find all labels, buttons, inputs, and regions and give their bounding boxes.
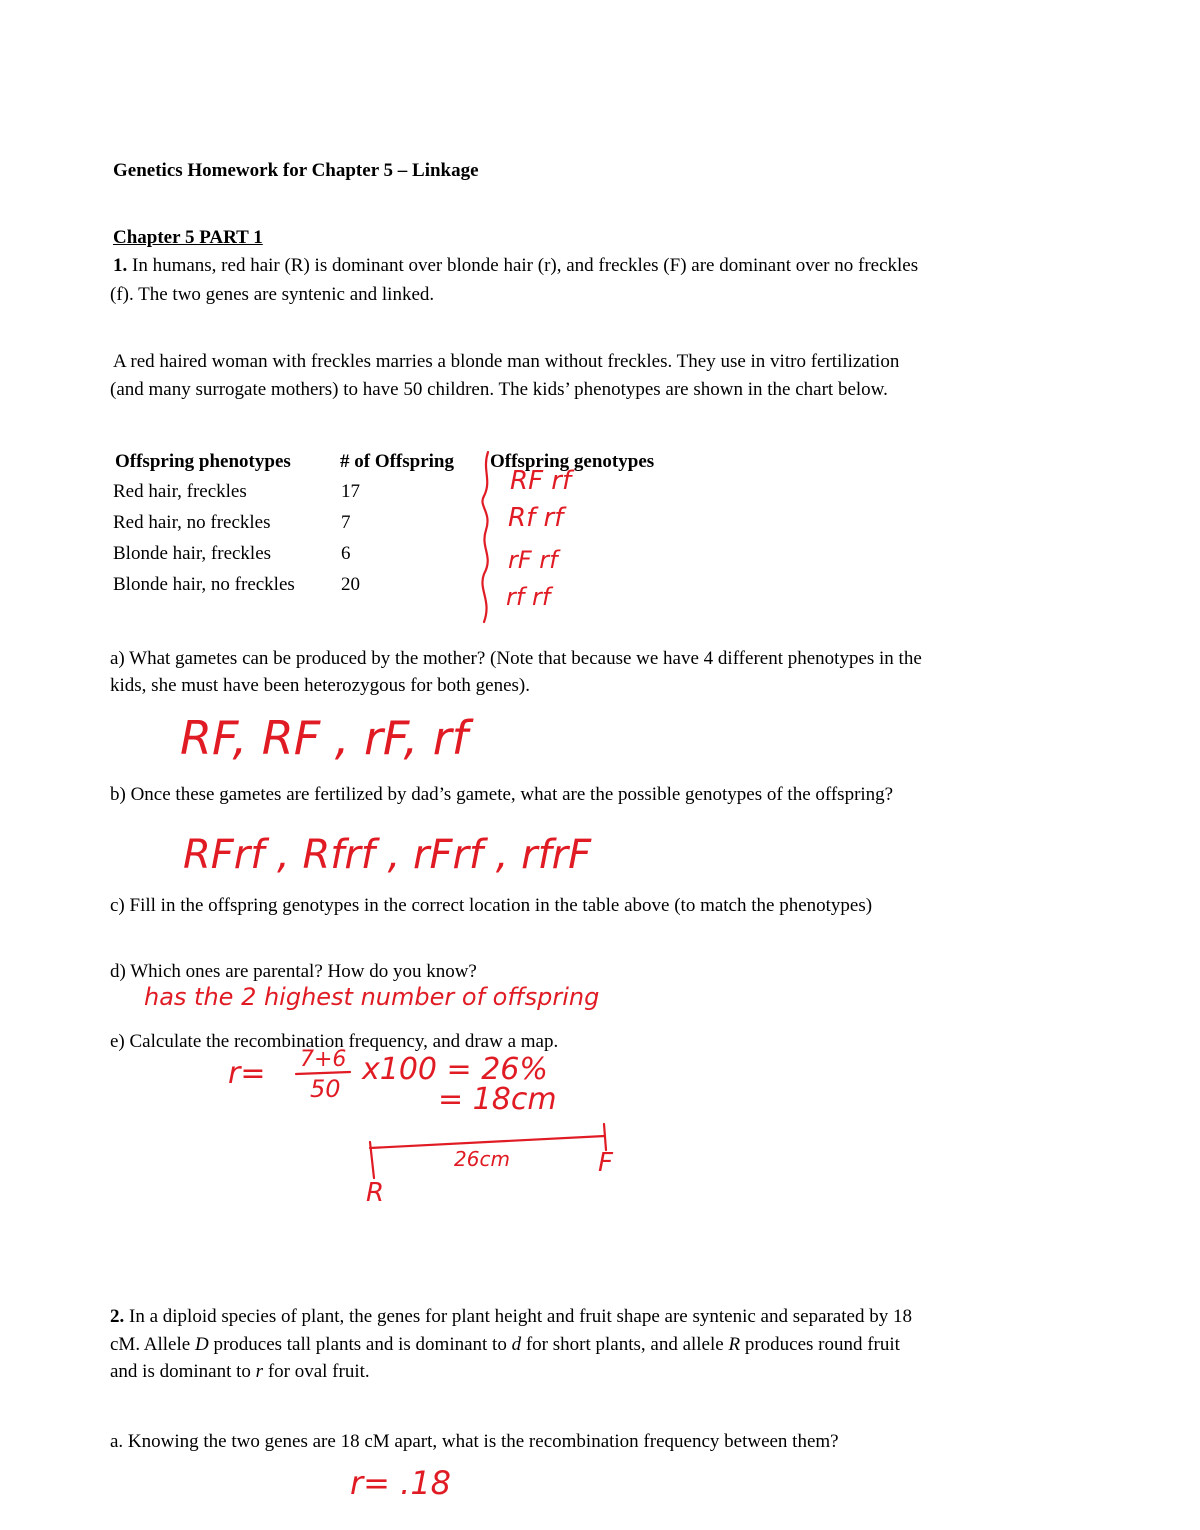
allele-D: D [194, 1334, 209, 1355]
part-heading: Chapter 5 PART 1 [113, 227, 263, 248]
question-2-line-2 [110, 1331, 900, 1358]
answer-e-r-label: r= [228, 1056, 266, 1091]
question-1-text: In humans, red hair (R) is dominant over blonde hair (r), and freckles (F) are dominant over no freckles [132, 255, 919, 276]
question-1-paragraph-2-line-2: (and many surrogate mothers) to have 50 children. The kids’ phenotypes are shown in the chart below. [110, 379, 888, 400]
table-row-1-count: 17 [341, 481, 360, 502]
answer-2a: r= .18 [350, 1464, 452, 1502]
page-title: Genetics Homework for Chapter 5 – Linkage [113, 160, 479, 181]
table-header-count: # of Offspring [340, 451, 454, 472]
map-right-gene: F [598, 1148, 613, 1178]
table-row-2-count: 7 [341, 512, 351, 533]
answer-e-numerator: 7+6 [300, 1047, 347, 1072]
q2-text-part: cM. Allele [110, 1334, 195, 1355]
answer-d: has the 2 highest number of offspring [144, 983, 600, 1011]
answer-e-denominator: 50 [310, 1075, 341, 1103]
question-b: b) Once these gametes are fertilized by dad’s gamete, what are the possible genotypes of the offspring? [110, 784, 894, 805]
question-1-line-2: (f). The two genes are syntenic and linked. [110, 284, 435, 305]
question-2-line-1 [110, 1303, 912, 1330]
question-a-line-1: a) What gametes can be produced by the mother? (Note that because we have 4 different phenotypes in the [110, 648, 922, 669]
q2-text-part: for oval fruit. [263, 1361, 370, 1382]
table-row-2-phenotype: Red hair, no freckles [113, 512, 271, 533]
question-2a: a. Knowing the two genes are 18 cM apart, what is the recombination frequency between them? [110, 1431, 839, 1452]
allele-R: R [728, 1334, 741, 1355]
answer-e-calc: x100 = 26% [362, 1052, 548, 1087]
table-row-4-phenotype: Blonde hair, no freckles [113, 574, 295, 595]
question-c: c) Fill in the offspring genotypes in the correct location in the table above (to match the phenotypes) [110, 895, 873, 916]
q2-text-part: produces tall plants and is dominant to [208, 1334, 512, 1355]
answer-a: RF, RF , rF, rf [180, 711, 468, 765]
table-row-4-count: 20 [341, 574, 360, 595]
table-header-phenotypes: Offspring phenotypes [115, 451, 291, 472]
question-2-text: In a diploid species of plant, the genes for plant height and fruit shape are syntenic and separated by 18 [129, 1306, 912, 1327]
allele-r: r [255, 1361, 264, 1382]
table-row-4-genotype: rf rf [506, 583, 551, 611]
answer-e-calc-2: = 18cm [438, 1082, 557, 1117]
answer-b: RFrf , Rfrf , rFrf , rfrF [183, 832, 592, 878]
table-row-3-genotype: rF rf [508, 546, 558, 574]
q2-text-part: produces round fruit [740, 1334, 900, 1355]
question-1-number: 1. [113, 255, 128, 276]
table-row-1-genotype: RF rf [510, 466, 572, 496]
table-row-1-phenotype: Red hair, freckles [113, 481, 247, 502]
table-header-genotypes: Offspring genotypes [490, 451, 655, 472]
q2-text-part: for short plants, and allele [521, 1334, 729, 1355]
table-row-3-count: 6 [341, 543, 351, 564]
question-2-number: 2. [110, 1306, 125, 1327]
map-distance-label: 26cm [454, 1147, 510, 1171]
table-row-3-phenotype: Blonde hair, freckles [113, 543, 272, 564]
question-a-line-2: kids, she must have been heterozygous for both genes). [110, 675, 531, 696]
map-left-gene: R [366, 1178, 385, 1208]
allele-d: d [511, 1334, 522, 1355]
table-row-2-genotype: Rf rf [508, 503, 564, 533]
question-2-line-3 [110, 1358, 370, 1385]
question-d: d) Which ones are parental? How do you know? [110, 961, 477, 982]
q2-text-part: and is dominant to [110, 1361, 256, 1382]
question-e: e) Calculate the recombination frequency, and draw a map. [110, 1031, 559, 1052]
question-1-paragraph-2-line-1: A red haired woman with freckles marries a blonde man without freckles. They use in vitro fertilization [113, 351, 900, 372]
